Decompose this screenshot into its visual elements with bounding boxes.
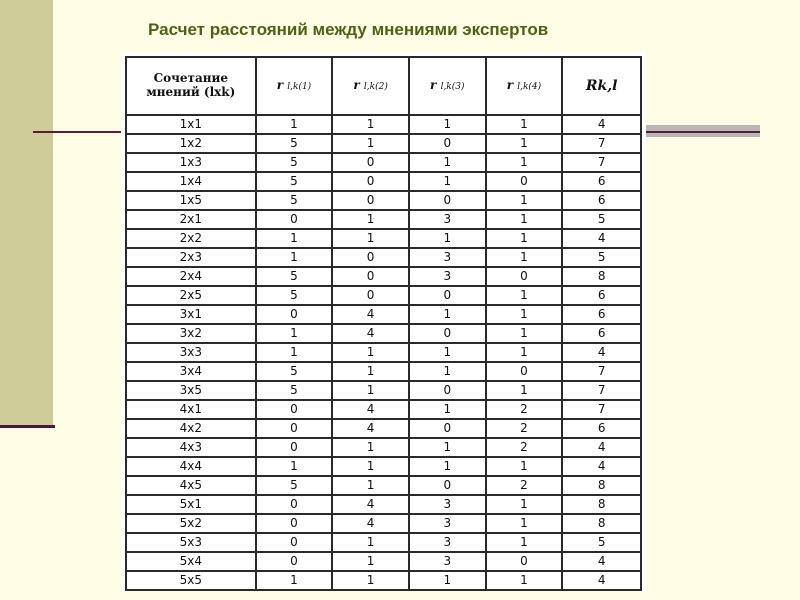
cell-r3: 1 — [409, 400, 486, 419]
cell-rk: 8 — [562, 495, 641, 514]
cell-r1: 5 — [256, 153, 333, 172]
cell-r4: 2 — [486, 438, 563, 457]
cell-rk: 6 — [562, 305, 641, 324]
cell-r2: 1 — [332, 115, 409, 134]
cell-r4: 1 — [486, 324, 563, 343]
cell-r4: 1 — [486, 305, 563, 324]
cell-r3: 3 — [409, 210, 486, 229]
cell-r4: 1 — [486, 134, 563, 153]
cell-r2: 4 — [332, 324, 409, 343]
cell-r4: 2 — [486, 476, 563, 495]
cell-r1: 0 — [256, 533, 333, 552]
cell-r2: 1 — [332, 571, 409, 590]
cell-rk: 4 — [562, 343, 641, 362]
cell-r1: 0 — [256, 552, 333, 571]
table-row — [126, 210, 641, 229]
cell-r1: 5 — [256, 267, 333, 286]
table-row — [126, 533, 641, 552]
cell-r4: 0 — [486, 552, 563, 571]
cell-rk: 4 — [562, 115, 641, 134]
cell-r4: 1 — [486, 495, 563, 514]
cell-r3: 0 — [409, 476, 486, 495]
cell-r3: 1 — [409, 172, 486, 191]
table-row — [126, 305, 641, 324]
cell-r3: 1 — [409, 229, 486, 248]
cell-combo: 1x5 — [126, 191, 256, 210]
table-container — [121, 52, 646, 590]
table-row — [126, 400, 641, 419]
left-rule — [33, 131, 121, 133]
cell-combo: 4x4 — [126, 457, 256, 476]
cell-r4: 1 — [486, 343, 563, 362]
table-row — [126, 514, 641, 533]
cell-r3: 3 — [409, 514, 486, 533]
cell-rk: 6 — [562, 419, 641, 438]
cell-r3: 1 — [409, 438, 486, 457]
table-row — [126, 457, 641, 476]
cell-rk: 8 — [562, 514, 641, 533]
cell-r4: 1 — [486, 229, 563, 248]
cell-r1: 1 — [256, 248, 333, 267]
cell-r2: 4 — [332, 419, 409, 438]
cell-r2: 0 — [332, 191, 409, 210]
cell-r3: 3 — [409, 248, 486, 267]
cell-combo: 1x2 — [126, 134, 256, 153]
cell-r2: 0 — [332, 286, 409, 305]
table-row — [126, 324, 641, 343]
cell-combo: 2x1 — [126, 210, 256, 229]
cell-r1: 5 — [256, 134, 333, 153]
cell-rk: 7 — [562, 362, 641, 381]
header-r1-sub: l,k(1) — [287, 82, 312, 93]
cell-r1: 5 — [256, 286, 333, 305]
cell-r3: 0 — [409, 381, 486, 400]
cell-rk: 7 — [562, 400, 641, 419]
slide-title: Расчет расстояний между мнениями экспертов — [148, 20, 549, 39]
cell-r4: 1 — [486, 115, 563, 134]
cell-r3: 0 — [409, 419, 486, 438]
cell-rk: 4 — [562, 457, 641, 476]
cell-rk: 6 — [562, 172, 641, 191]
table-row — [126, 419, 641, 438]
cell-combo: 2x3 — [126, 248, 256, 267]
cell-r1: 5 — [256, 381, 333, 400]
distance-table — [125, 56, 642, 591]
cell-combo: 5x2 — [126, 514, 256, 533]
cell-rk: 4 — [562, 552, 641, 571]
table-row — [126, 343, 641, 362]
cell-r3: 3 — [409, 495, 486, 514]
header-combo: Сочетание мнений (lxk) — [126, 57, 256, 115]
cell-r1: 5 — [256, 191, 333, 210]
table-row — [126, 172, 641, 191]
cell-combo: 3x1 — [126, 305, 256, 324]
table-row — [126, 153, 641, 172]
table-row — [126, 495, 641, 514]
header-rk: Rk,l — [562, 57, 641, 115]
cell-r2: 1 — [332, 438, 409, 457]
cell-rk: 5 — [562, 210, 641, 229]
cell-r1: 0 — [256, 514, 333, 533]
header-r4-sub: l,k(4) — [517, 82, 542, 93]
cell-r2: 0 — [332, 267, 409, 286]
cell-r1: 1 — [256, 229, 333, 248]
header-r3-sub: l,k(3) — [440, 82, 465, 93]
cell-r4: 1 — [486, 286, 563, 305]
cell-r1: 0 — [256, 400, 333, 419]
table-row — [126, 286, 641, 305]
cell-r2: 1 — [332, 210, 409, 229]
table-row — [126, 381, 641, 400]
cell-r4: 2 — [486, 419, 563, 438]
cell-r2: 4 — [332, 495, 409, 514]
cell-r4: 1 — [486, 514, 563, 533]
cell-r2: 4 — [332, 400, 409, 419]
cell-r3: 1 — [409, 153, 486, 172]
table-row — [126, 248, 641, 267]
cell-r3: 1 — [409, 305, 486, 324]
cell-rk: 7 — [562, 153, 641, 172]
cell-r4: 1 — [486, 191, 563, 210]
cell-r2: 4 — [332, 514, 409, 533]
cell-combo: 4x5 — [126, 476, 256, 495]
header-r2-main: r — [353, 78, 360, 93]
cell-r2: 0 — [332, 153, 409, 172]
cell-r2: 1 — [332, 457, 409, 476]
cell-r1: 5 — [256, 362, 333, 381]
table-row — [126, 267, 641, 286]
cell-r2: 1 — [332, 476, 409, 495]
cell-r3: 0 — [409, 134, 486, 153]
cell-r4: 1 — [486, 210, 563, 229]
cell-r1: 0 — [256, 305, 333, 324]
header-r2-sub: l,k(2) — [363, 82, 388, 93]
cell-combo: 3x4 — [126, 362, 256, 381]
cell-r3: 1 — [409, 343, 486, 362]
cell-combo: 1x1 — [126, 115, 256, 134]
cell-combo: 5x1 — [126, 495, 256, 514]
table-row — [126, 115, 641, 134]
cell-rk: 8 — [562, 267, 641, 286]
cell-rk: 7 — [562, 134, 641, 153]
cell-rk: 5 — [562, 248, 641, 267]
cell-r1: 0 — [256, 210, 333, 229]
table-row — [126, 552, 641, 571]
cell-r1: 5 — [256, 476, 333, 495]
cell-r3: 3 — [409, 533, 486, 552]
cell-r1: 1 — [256, 571, 333, 590]
header-r4-main: r — [506, 78, 514, 93]
cell-r4: 1 — [486, 533, 563, 552]
cell-r2: 1 — [332, 381, 409, 400]
cell-combo: 2x4 — [126, 267, 256, 286]
table-row — [126, 476, 641, 495]
cell-combo: 1x4 — [126, 172, 256, 191]
cell-r4: 1 — [486, 153, 563, 172]
right-rule-dark — [645, 131, 760, 133]
header-r2 — [332, 57, 409, 115]
cell-combo: 3x5 — [126, 381, 256, 400]
cell-r1: 5 — [256, 172, 333, 191]
cell-r4: 1 — [486, 248, 563, 267]
cell-r3: 1 — [409, 457, 486, 476]
cell-r2: 1 — [332, 343, 409, 362]
cell-r1: 1 — [256, 115, 333, 134]
cell-r3: 1 — [409, 362, 486, 381]
cell-r1: 1 — [256, 324, 333, 343]
left-decor-bar — [0, 0, 53, 425]
table-row — [126, 134, 641, 153]
cell-r4: 1 — [486, 457, 563, 476]
cell-combo: 5x5 — [126, 571, 256, 590]
table-row — [126, 438, 641, 457]
cell-r4: 0 — [486, 267, 563, 286]
cell-combo: 3x2 — [126, 324, 256, 343]
cell-r3: 1 — [409, 571, 486, 590]
cell-r4: 2 — [486, 400, 563, 419]
table-row — [126, 229, 641, 248]
cell-r4: 1 — [486, 381, 563, 400]
cell-r2: 1 — [332, 229, 409, 248]
cell-rk: 6 — [562, 191, 641, 210]
cell-combo: 2x5 — [126, 286, 256, 305]
table-header-row — [126, 57, 641, 115]
cell-r4: 0 — [486, 172, 563, 191]
cell-rk: 4 — [562, 229, 641, 248]
cell-r2: 4 — [332, 305, 409, 324]
cell-r1: 0 — [256, 495, 333, 514]
cell-combo: 4x2 — [126, 419, 256, 438]
cell-rk: 6 — [562, 324, 641, 343]
header-r4 — [486, 57, 563, 115]
header-r1-main: r — [276, 78, 284, 93]
cell-r2: 0 — [332, 172, 409, 191]
cell-r1: 0 — [256, 419, 333, 438]
cell-r2: 0 — [332, 248, 409, 267]
cell-combo: 4x3 — [126, 438, 256, 457]
cell-r3: 1 — [409, 115, 486, 134]
left-decor-line — [0, 425, 55, 428]
cell-rk: 6 — [562, 286, 641, 305]
cell-r2: 1 — [332, 552, 409, 571]
cell-r1: 0 — [256, 438, 333, 457]
cell-combo: 5x4 — [126, 552, 256, 571]
table-row — [126, 362, 641, 381]
header-r1 — [256, 57, 333, 115]
header-r3 — [409, 57, 486, 115]
cell-rk: 8 — [562, 476, 641, 495]
cell-rk: 4 — [562, 438, 641, 457]
cell-rk: 4 — [562, 571, 641, 590]
cell-r3: 3 — [409, 267, 486, 286]
cell-r3: 0 — [409, 324, 486, 343]
cell-combo: 5x3 — [126, 533, 256, 552]
cell-r1: 1 — [256, 343, 333, 362]
cell-r2: 1 — [332, 533, 409, 552]
cell-r2: 1 — [332, 134, 409, 153]
cell-r4: 1 — [486, 571, 563, 590]
cell-r3: 3 — [409, 552, 486, 571]
cell-combo: 1x3 — [126, 153, 256, 172]
cell-r4: 0 — [486, 362, 563, 381]
cell-r2: 1 — [332, 362, 409, 381]
table-row — [126, 571, 641, 590]
cell-r3: 0 — [409, 286, 486, 305]
cell-combo: 3x3 — [126, 343, 256, 362]
cell-rk: 7 — [562, 381, 641, 400]
cell-r1: 1 — [256, 457, 333, 476]
cell-r3: 0 — [409, 191, 486, 210]
cell-combo: 2x2 — [126, 229, 256, 248]
cell-combo: 4x1 — [126, 400, 256, 419]
header-r3-main: r — [430, 78, 437, 93]
table-row — [126, 191, 641, 210]
cell-rk: 5 — [562, 533, 641, 552]
